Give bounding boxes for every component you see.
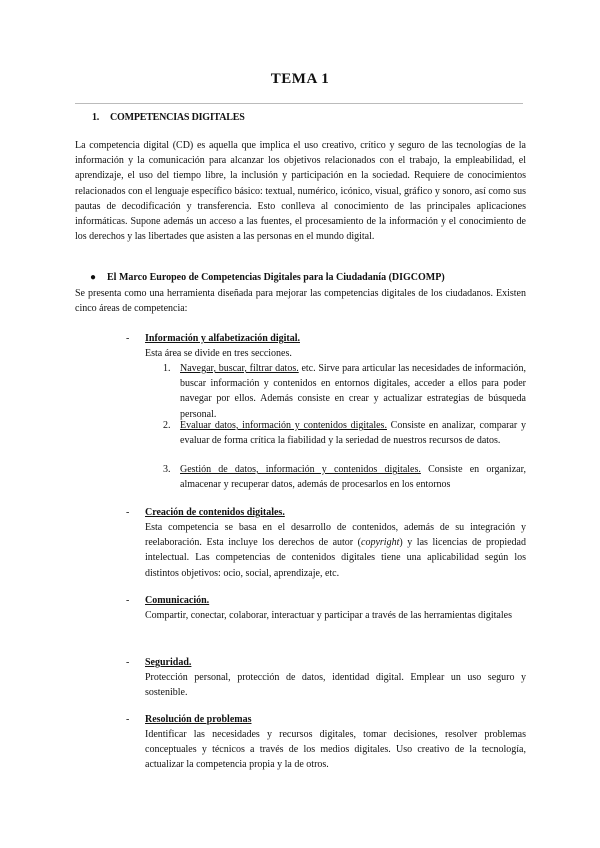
intro-paragraph: La competencia digital (CD) es aquella que implica el uso creativo, crítico y seguro de las tecnologías de la información y la comunicación para alcanzar los objetivos relacionados con el trabajo, la empleabilidad, el aprendizaje, el uso del tiempo libre, la inclusión y participación en la sociedad. Requiere de conocimientos relacionados con el lenguaje específico básico: textual, numérico, icónico, visual, gráfico y sonoro, así como sus pautas de decodificación y transferencia. Esto conlleva al conocimiento de las principales aplicaciones informáticas. Supone además un acceso a las fuentes, el procesamiento de la información y el conocimiento de los derechos y las libertades que asisten a las personas en el mundo digital. [75,140,526,243]
area-description [145,520,526,581]
subitem-number: 2. [163,420,171,431]
area-description-part: ) y las licencias de propiedad intelectual. Las competencias de contenidos digitales tiene una aplicabilidad según los distintos objetivos: ocio, social, aprendizaje, etc. [145,537,526,579]
area-description: Identificar las necesidades y recursos digitales, tomar decisiones, resolver problemas conceptuales y técnicos a través de los medios digitales. Uso creativo de la tecnología, actualizar la competencia propia y la de otros. [145,729,526,771]
dash-marker: - [126,714,130,725]
page-title: TEMA 1 [270,71,330,87]
digcomp-title: El Marco Europeo de Competencias Digitales para la Ciudadanía (DIGCOMP) [107,272,445,283]
dash-marker: - [126,657,130,668]
area-heading: Información y alfabetización digital. [145,333,300,344]
section-heading [92,110,245,125]
subitem-text: etc. Sirve para articular las necesidades de información, buscar información y contenidos en entornos digitales, acceder a ellos para poder navegar por ellos. Además consiste en crear y actualizar estrategias de búsqueda personal. [180,363,526,420]
subitem-title: Navegar, buscar, filtrar datos. [180,363,299,374]
area-heading: Creación de contenidos digitales. [145,507,285,518]
section-title: COMPETENCIAS DIGITALES [110,112,245,123]
section-number: 1. [92,112,100,123]
dash-marker: - [126,595,130,606]
subitem-text: Consiste en organizar, almacenar y recuperar datos, además de procesarlos en los entornos [180,464,527,491]
area-description: Compartir, conectar, colaborar, interactuar y participar a través de las herramientas digitales [145,610,512,621]
area-description-part: Esta competencia se basa en el desarrollo de contenidos, además de su integración y reelaboración. Esta incluye los derechos de autor ( [145,522,526,549]
subitem-title: Evaluar datos, información y contenidos digitales. [180,420,387,431]
area-heading: Comunicación. [145,595,210,606]
subitem-title: Gestión de datos, información y contenidos digitales. [180,464,421,475]
subitem-navegar [163,361,526,422]
copyright-term: copyright [361,537,400,549]
area-heading: Resolución de problemas [145,714,252,725]
bullet-dot-icon: ● [90,272,97,283]
subitem-gestion [163,462,527,492]
subitem-evaluar [163,418,526,448]
subitem-number: 3. [163,464,171,475]
dash-marker: - [126,333,130,344]
subitem-number: 1. [163,363,171,374]
digcomp-description: Se presenta como una herramienta diseñada para mejorar las competencias digitales de los ciudadanos. Existen cinco áreas de competencia: [75,288,526,315]
dash-marker: - [126,507,130,518]
digcomp-heading [90,270,445,285]
area-heading: Seguridad. [145,657,192,668]
area-description: Esta área se divide en tres secciones. [145,348,292,359]
subitem-text: Consiste en analizar, comparar y evaluar de forma crítica la fiabilidad y la seriedad de nuestros recursos de datos. [180,420,526,447]
header-divider [75,103,523,104]
area-description: Protección personal, protección de datos, identidad digital. Emplear un uso seguro y sostenible. [145,672,526,699]
